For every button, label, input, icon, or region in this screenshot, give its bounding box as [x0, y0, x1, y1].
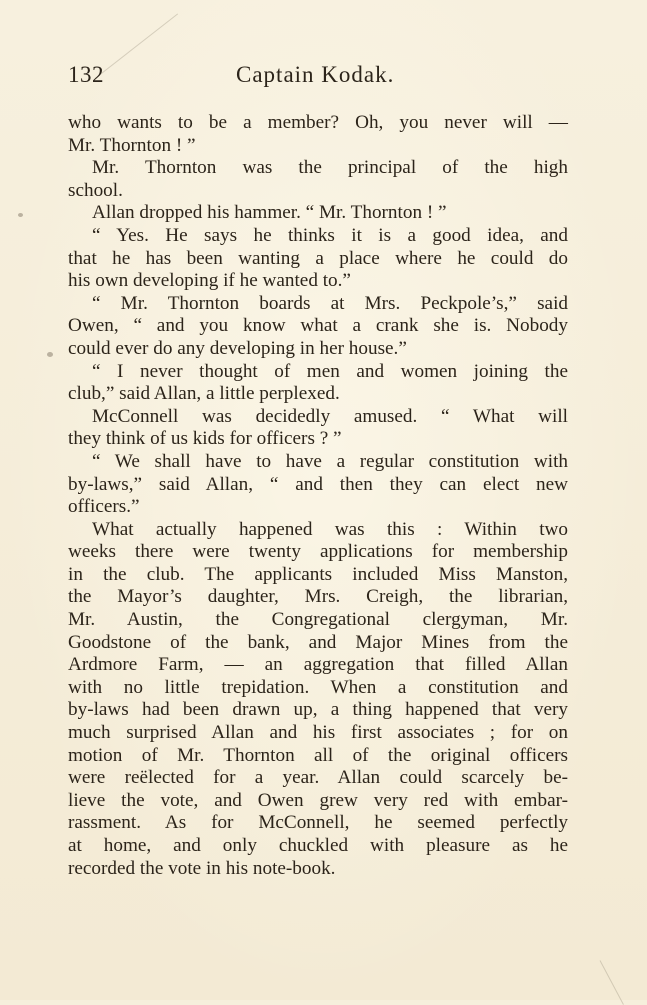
text-line: rassment. As for McConnell, he seemed perfectly [68, 812, 568, 834]
text-line: could ever do any developing in her house.” [68, 337, 407, 359]
text-line: in the club. The applicants included Miss Manston, [68, 563, 568, 585]
text-line: officers.” [68, 496, 140, 518]
text-line: “ Yes. He says he thinks it is a good idea, and [92, 224, 568, 246]
text-line: motion of Mr. Thornton all of the original officers [68, 744, 568, 766]
text-line: Mr. Austin, the Congregational clergyman, Mr. [68, 609, 568, 631]
text-line: at home, and only chuckled with pleasure as he [68, 835, 568, 856]
body-text [68, 112, 568, 880]
text-line: school. [68, 179, 123, 201]
text-line: Ardmore Farm, — an aggregation that filled Allan [68, 654, 568, 676]
text-line: the Mayor’s daughter, Mrs. Creigh, the librarian, [68, 586, 568, 608]
text-line: Allan dropped his hammer. “ Mr. Thornton ! ” [92, 202, 447, 224]
paper-crease-mark [600, 960, 624, 1005]
text-line: by-laws,” said Allan, “ and then they can elect new [68, 473, 568, 495]
text-line: Mr. Thornton ! ” [68, 134, 196, 156]
text-line: Mr. Thornton was the principal of the high [92, 157, 568, 179]
text-line: they think of us kids for officers ? ” [68, 428, 342, 450]
text-line: by-laws had been drawn up, a thing happened that very [68, 699, 568, 721]
text-line: Owen, “ and you know what a crank she is. Nobody [68, 315, 568, 337]
ink-speck [47, 352, 53, 357]
running-title: Captain Kodak. [236, 62, 395, 87]
text-line: lieve the vote, and Owen grew very red with embar- [68, 789, 568, 811]
text-line: “ Mr. Thornton boards at Mrs. Peckpole’s,” said [92, 292, 568, 314]
text-line: club,” said Allan, a little perplexed. [68, 383, 340, 405]
running-head [68, 62, 568, 96]
text-line: McConnell was decidedly amused. “ What will [92, 405, 568, 427]
text-line: “ I never thought of men and women joining the [92, 360, 568, 382]
text-line: with no little trepidation. When a constitution and [68, 676, 568, 698]
text-line: who wants to be a member? Oh, you never will — [68, 112, 568, 133]
ink-speck [18, 213, 23, 217]
text-line: weeks there were twenty applications for membership [68, 541, 568, 563]
text-line: his own developing if he wanted to.” [68, 270, 351, 292]
page-number: 132 [68, 62, 104, 87]
text-line: much surprised Allan and his first associates ; for on [68, 722, 568, 744]
text-line: What actually happened was this : Within two [92, 518, 568, 540]
text-line: were reëlected for a year. Allan could scarcely be- [68, 767, 568, 789]
text-line: recorded the vote in his note-book. [68, 857, 336, 879]
text-line: that he has been wanting a place where he could do [68, 247, 568, 269]
text-line: Goodstone of the bank, and Major Mines from the [68, 631, 568, 653]
text-line: “ We shall have to have a regular constitution with [92, 450, 568, 472]
